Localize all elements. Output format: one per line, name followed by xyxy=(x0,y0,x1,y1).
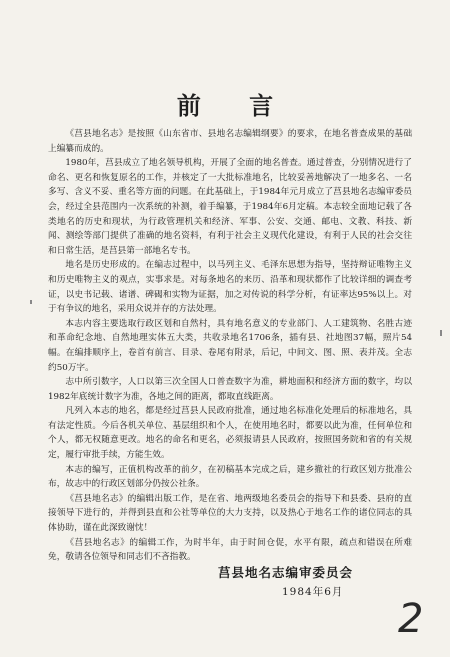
paragraph: 1980年，莒县成立了地名领导机构，开展了全面的地名普查。通过普查，分别情况进行了命名、更名和恢复原名的工作，并核定了一大批标准地名，比较妥善地解决了一地多名、一名多写、含义不妥、重名等方面的问题。在此基础上，于1984年元月成立了莒县地名志编审委员会，经过全县范围内一次系统的补测，着手编纂，于1984年6月定稿。本志较全面地记载了各类地名的历史和现状，为行政管理机关和经济、军事、公安、交通、邮电、文教、科技、新闻、测绘等部门提供了准确的地名资料，有利于社会主义现代化建设，有利于人民的社会交往和日常生活，是莒县第一部地名专书。 xyxy=(48,158,412,256)
paragraph: 《莒县地名志》的编辑工作，为时半年，由于时间仓促，水平有限，疏点和错误在所难免，敬请各位领导和同志们不吝指教。 xyxy=(48,537,412,563)
paragraph: 志中所引数字，人口以第三次全国人口普查数字为准，耕地面积和经济方面的数字，均以1982年底统计数字为准，各地之间的距离，都取直线距离。 xyxy=(48,377,412,402)
signoff-date: 1984年6月 xyxy=(282,586,344,598)
signoff-committee: 莒县地名志编审委员会 xyxy=(218,565,354,580)
scan-mark xyxy=(440,330,442,336)
page-number: 2 xyxy=(398,596,424,642)
scan-mark xyxy=(30,300,32,304)
paragraph: 本志内容主要选取行政区划和自然村，具有地名意义的专业部门、人工建筑物、名胜古迹和革命纪念地、自然地理实体五大类，共收录地名1706条，插有县、社地图37幅，照片54幅。在编排顺序上，卷首有前言、目录、卷尾有附录，后记，中间文、图、照、表并茂。全志约50万字。 xyxy=(48,318,412,373)
paragraph: 本志的编写，正值机构改革的前夕，在初稿基本完成之后，建乡撤社的行政区划方批准公布，故志中的行政区划部分仍按公社条。 xyxy=(48,464,412,490)
paragraph: 凡列入本志的地名，都是经过莒县人民政府批准，通过地名标准化处理后的标准地名，具有法定性质。今后各机关单位、基层组织和个人，在使用地名时，都要以此为准，任何单位和个人，都无权随意更改。地名的命名和更名，必须报请县人民政府，按照国务院和省的有关规定，履行审批手续，方能生效。 xyxy=(48,406,412,461)
page-title: 前 言 xyxy=(176,91,294,120)
paragraph: 地名是历史形成的。在编志过程中，以马列主义、毛泽东思想为指导，坚持辩证唯物主义和历史唯物主义的观点，实事求是。对每条地名的来历、沿革和现状都作了比较详细的调查考证，以史书记载、诸谱、碑碣和实物为证据，加之对传说的科学分析，有证率达95%以上。对于有争议的地名，采用众说并存的方法处理。 xyxy=(48,260,412,315)
preface-body xyxy=(48,127,412,565)
paragraph: 《莒县地名志》是按照《山东省市、县地名志编辑纲要》的要求，在地名普查成果的基础上编纂而成的。 xyxy=(48,129,412,154)
paragraph: 《莒县地名志》的编辑出版工作，是在省、地两级地名委员会的指导下和县委、县府的直接领导下进行的，并得到县直和公社等单位的大力支持，以及热心于地名工作的诸位同志的具体协助，谨在此深致谢忱！ xyxy=(48,493,412,534)
